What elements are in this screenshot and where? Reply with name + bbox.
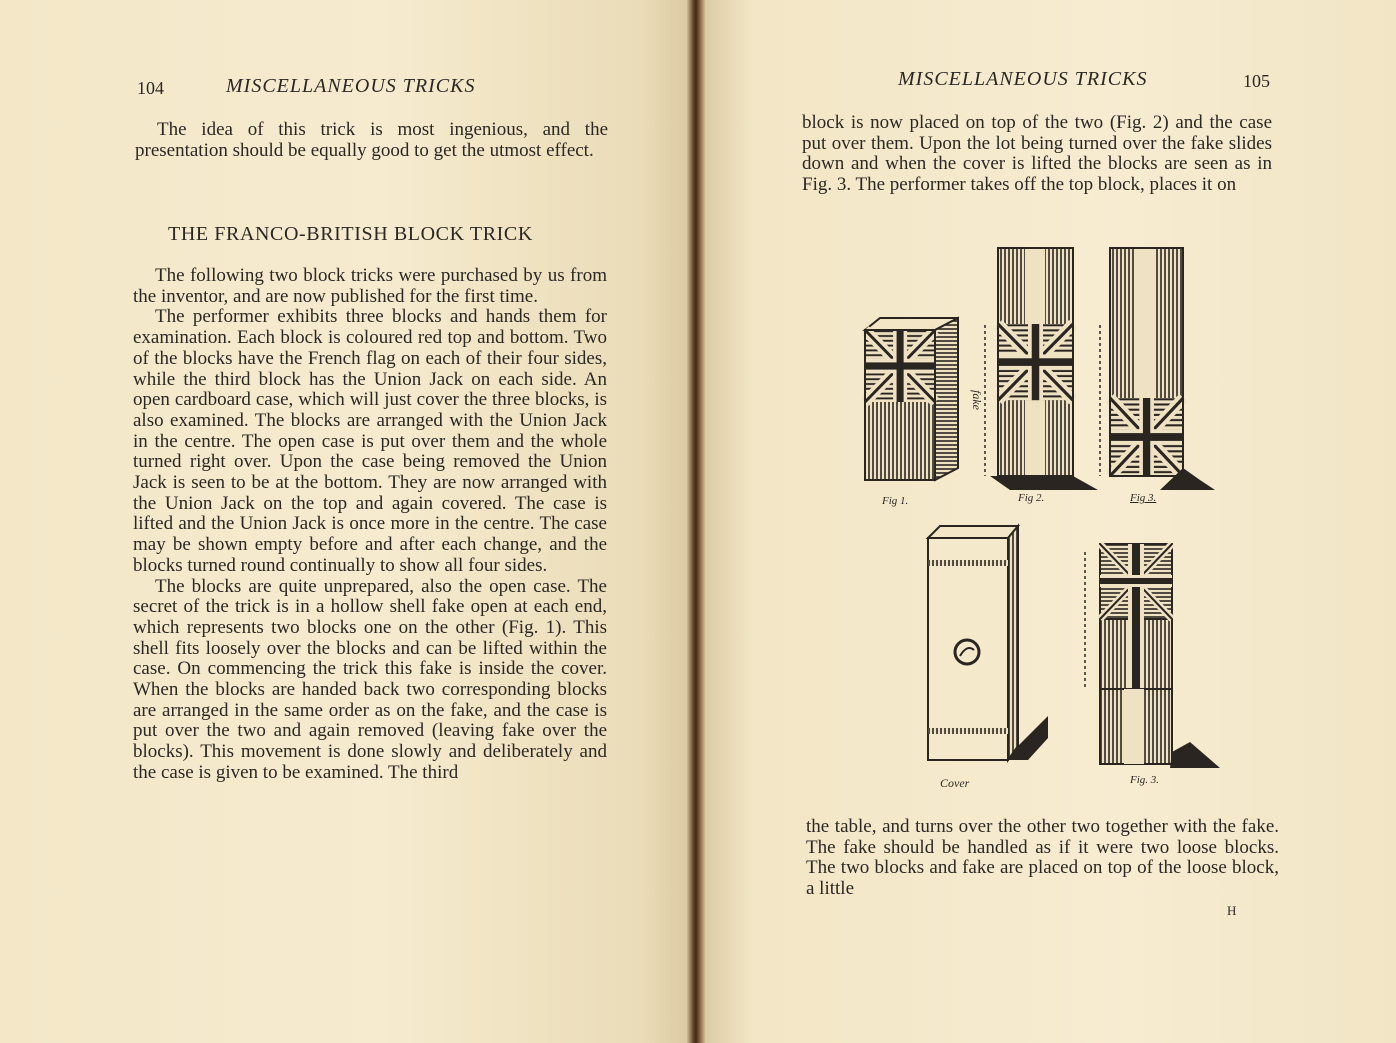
right-top-text: [802, 113, 1272, 196]
book-gutter: [686, 0, 706, 1043]
right-running-head: MISCELLANEOUS TRICKS: [898, 68, 1148, 90]
intro-paragraph: The idea of this trick is most ingenious, and the presentation should be equally good to get the utmost effect.: [135, 119, 608, 161]
fig3-label: Fig 3.: [1130, 492, 1157, 504]
figures-top-illustration: [860, 240, 1220, 510]
section-heading: THE FRANCO-BRITISH BLOCK TRICK: [168, 223, 533, 245]
left-intro: [135, 120, 608, 161]
fig1-label: Fig 1.: [882, 495, 909, 507]
fig3-blocks-after-turn: [1100, 248, 1215, 490]
fig1-fake-shell: [865, 318, 958, 480]
right-top-paragraph: block is now placed on top of the two (Fig. 2) and the case put over them. Upon the lot being turned over the fake slides down and when the cover is lifted the blocks are seen as in Fig. 3. The performer takes off the top block, places it on: [802, 112, 1272, 196]
fig-bottom-blocks: [1085, 544, 1220, 768]
left-body: [133, 266, 607, 784]
cover-label: Cover: [940, 776, 970, 790]
paragraph-1: The following two block tricks were purchased by us from the inventor, and are now published for the first time.: [133, 265, 607, 307]
fig2-fake-label: fake: [970, 390, 984, 410]
paragraph-2: The performer exhibits three blocks and hands them for examination. Each block is coloured red top and bottom. Two of the blocks have the French flag on each of their four sides, while the third block has the Union Jack on each side. An open cardboard case, which will just cover the three blocks, is also examined. The blocks are arranged with the Union Jack in the centre. The open case is put over them and the whole turned right over. Upon the case being removed the Union Jack is seen to be at the bottom. They are now arranged with the Union Jack on the top and again covered. The case is lifted and the Union Jack is once more in the centre. The case may be shown empty before and after each change, and the blocks turned round continually to show all four sides.: [133, 306, 607, 576]
cover-case: [928, 526, 1048, 760]
fig2-blocks-with-fake: [970, 248, 1098, 490]
right-page-number: 105: [1243, 71, 1270, 91]
fig2-label: Fig 2.: [1018, 492, 1045, 504]
fig-bottom-label: Fig. 3.: [1130, 774, 1160, 786]
left-running-head: MISCELLANEOUS TRICKS: [226, 75, 476, 97]
signature-mark: H: [1227, 903, 1237, 918]
left-page-number: 104: [137, 78, 164, 98]
right-bottom-text: [806, 817, 1279, 900]
right-bottom-paragraph: the table, and turns over the other two together with the fake. The fake should be handled as if it were two loose blocks. The two blocks and fake are placed on top of the loose block, a little: [806, 816, 1279, 900]
figures-bottom-illustration: [920, 520, 1230, 780]
paragraph-3: The blocks are quite unprepared, also the open case. The secret of the trick is in a hollow shell fake open at each end, which represents two blocks one on the other (Fig. 1). This shell fits loosely over the blocks and can be lifted within the case. On commencing the trick this fake is inside the cover. When the blocks are handed back two corresponding blocks are arranged in the same order as on the fake, and the case is put over the two and again removed (leaving fake over the blocks). This movement is done slowly and deliberately and the case is given to be examined. The third: [133, 575, 607, 783]
